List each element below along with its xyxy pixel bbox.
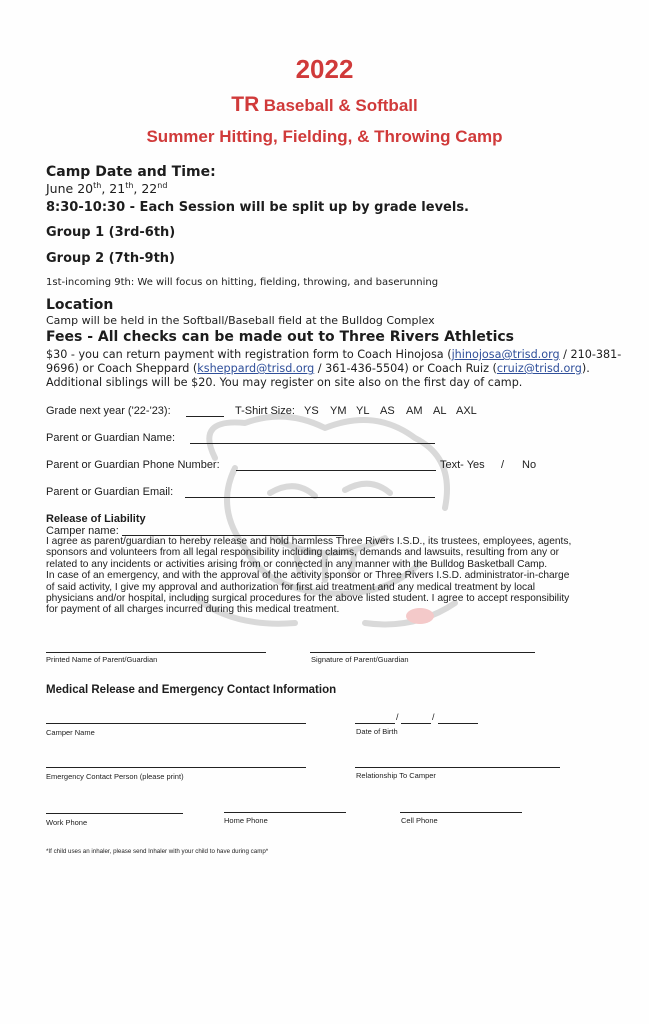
tshirt-size-ys[interactable]: YS <box>304 405 319 417</box>
home-phone-line[interactable] <box>224 812 346 813</box>
text-slash: / <box>501 459 505 471</box>
tshirt-size-ym[interactable]: YM <box>330 405 347 417</box>
fees-line-1-phone: / 210-381- <box>559 348 622 361</box>
release-line: related to any incidents or activities arising from or connected in any manner with the Bulldog Basketball Camp. <box>46 558 548 570</box>
date-2-suffix: th <box>125 181 134 190</box>
tshirt-size-al[interactable]: AL <box>433 405 447 417</box>
tshirt-size-as[interactable]: AS <box>380 405 395 417</box>
text-yes-option[interactable]: Text- Yes <box>440 459 485 471</box>
location-heading: Location <box>46 297 114 313</box>
tshirt-size-yl[interactable]: YL <box>356 405 370 417</box>
release-line: for payment of all charges incurred during this medical treatment. <box>46 604 340 616</box>
emergency-contact-line[interactable] <box>46 767 306 768</box>
fees-line-2-text: 9696) or Coach Sheppard ( <box>46 362 198 375</box>
work-phone-label: Work Phone <box>46 818 88 827</box>
cell-phone-line[interactable] <box>400 812 522 813</box>
camp-title <box>0 93 649 117</box>
fees-line-2 <box>46 362 590 375</box>
parent-phone-line[interactable] <box>236 470 436 471</box>
grade-label: Grade next year ('22-'23): <box>46 405 171 417</box>
date-3: , 22 <box>133 181 158 197</box>
emergency-contact-label: Emergency Contact Person (please print) <box>46 772 184 781</box>
date-3-suffix: nd <box>157 181 168 190</box>
date-1-suffix: th <box>93 181 102 190</box>
email-sheppard-link[interactable]: ksheppard@trisd.org <box>197 362 315 375</box>
camp-time: 8:30-10:30 - Each Session will be split up by grade levels. <box>46 200 469 215</box>
year-title: 2022 <box>295 54 354 84</box>
printed-name-label: Printed Name of Parent/Guardian <box>46 655 158 664</box>
parent-phone-label: Parent or Guardian Phone Number: <box>46 459 220 471</box>
tshirt-size-am[interactable]: AM <box>406 405 423 417</box>
release-line: In case of an emergency, and with the approval of the activity sponsor or Three Rivers I.S.D. administrator-in-charge <box>46 570 570 582</box>
title-tr: TR <box>231 93 260 116</box>
relationship-line[interactable] <box>355 767 560 768</box>
dob-day-line[interactable] <box>401 723 431 724</box>
camp-date-heading: Camp Date and Time: <box>46 164 216 180</box>
home-phone-label: Home Phone <box>224 816 268 825</box>
release-text <box>46 536 626 616</box>
cell-phone-label: Cell Phone <box>401 816 438 825</box>
camper-name-label: Camper name: <box>46 525 119 537</box>
work-phone-line[interactable] <box>46 813 183 814</box>
camp-subtitle: Summer Hitting, Fielding, & Throwing Camp <box>146 127 503 146</box>
fees-heading: Fees - All checks can be made out to Three Rivers Athletics <box>46 329 515 345</box>
camper-name-medical-label: Camper Name <box>46 728 95 737</box>
dob-month-line[interactable] <box>355 723 395 724</box>
fees-line-2-end: ). <box>581 362 590 375</box>
camp-focus: 1st-incoming 9th: We will focus on hitting, fielding, throwing, and baserunning <box>46 277 439 288</box>
dob-slash-2: / <box>432 712 435 722</box>
printed-name-line[interactable] <box>46 652 266 653</box>
camp-dates <box>46 181 167 196</box>
signature-line[interactable] <box>310 652 535 653</box>
email-ruiz-link[interactable]: cruiz@trisd.org <box>496 362 582 375</box>
parent-email-label: Parent or Guardian Email: <box>46 486 174 498</box>
tshirt-label: T-Shirt Size: <box>235 405 295 417</box>
title-sport: Baseball & Softball <box>263 96 418 115</box>
release-line: of said activity, I give my approval and authorization for first aid treatment and any medical treatment by local <box>46 581 536 593</box>
email-hinojosa-link[interactable]: jhinojosa@trisd.org <box>451 348 560 361</box>
release-line: I agree as parent/guardian to hereby release and hold harmless Three Rivers I.S.D., its trustees, employees, agents, <box>46 536 572 547</box>
group-2: Group 2 (7th-9th) <box>46 251 175 266</box>
grade-input-line[interactable] <box>186 416 224 417</box>
date-2: , 21 <box>101 181 126 197</box>
location-text: Camp will be held in the Softball/Baseball field at the Bulldog Complex <box>46 314 435 327</box>
dob-year-line[interactable] <box>438 723 478 724</box>
text-no-option[interactable]: No <box>522 459 537 471</box>
parent-name-line[interactable] <box>190 443 435 444</box>
relationship-label: Relationship To Camper <box>356 771 436 780</box>
medical-heading: Medical Release and Emergency Contact Information <box>46 684 337 696</box>
parent-name-label: Parent or Guardian Name: <box>46 432 176 444</box>
fees-line-1-text: $30 - you can return payment with registration form to Coach Hinojosa ( <box>46 348 452 361</box>
group-1: Group 1 (3rd-6th) <box>46 225 176 240</box>
date-1: June 20 <box>46 181 94 197</box>
fees-line-1 <box>46 348 621 361</box>
release-line: sponsors and volunteers from all legal responsibility including claims, demands and lawsuits, resulting from any or <box>46 547 560 559</box>
dob-label: Date of Birth <box>356 727 398 736</box>
tshirt-size-axl[interactable]: AXL <box>456 405 477 417</box>
parent-email-line[interactable] <box>185 497 435 498</box>
fees-line-3: Additional siblings will be $20. You may register on site also on the first day of camp. <box>46 376 523 389</box>
camper-name-medical-line[interactable] <box>46 723 306 724</box>
dob-slash-1: / <box>396 712 399 722</box>
release-heading: Release of Liability <box>46 513 146 525</box>
release-line: physicians and/or hospital, including surgical procedures for the above listed student. I agree to accept responsibility <box>46 593 570 605</box>
fees-line-2-mid: / 361-436-5504) or Coach Ruiz ( <box>314 362 497 375</box>
signature-label: Signature of Parent/Guardian <box>311 655 409 664</box>
inhaler-note: *If child uses an inhaler, please send Inhaler with your child to have during camp* <box>46 848 269 855</box>
